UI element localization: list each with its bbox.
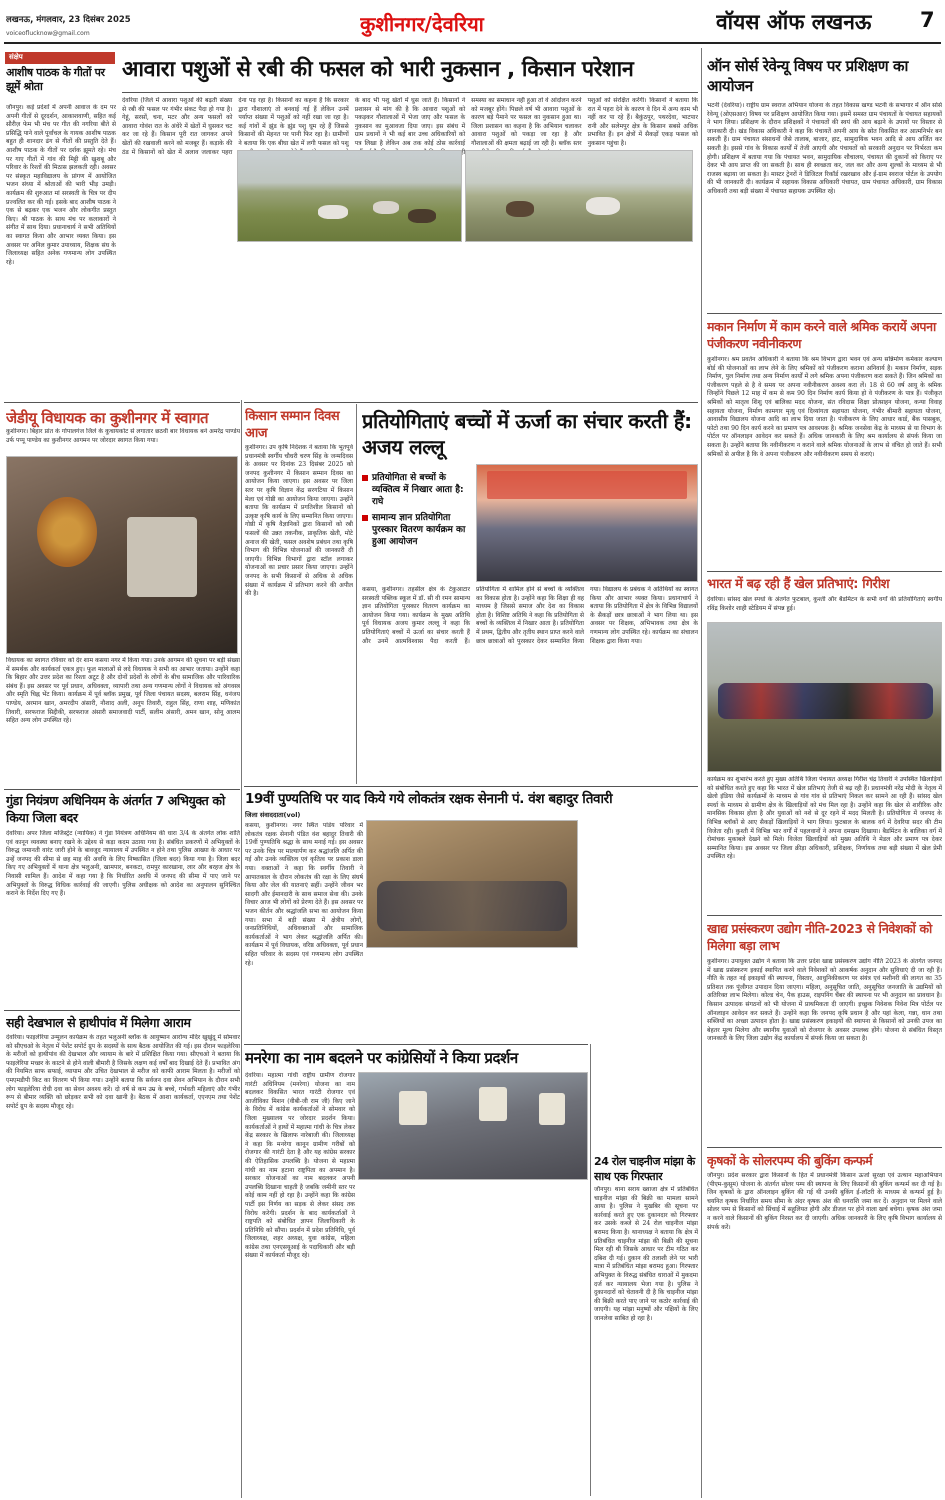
col-divider xyxy=(356,404,357,784)
cow-figure xyxy=(318,205,348,219)
bharat-body: कार्यक्रम का शुभारंभ करते हुए मुख्य अतिथि जिला पंचायत अध्यक्ष गिरीश चंद्र तिवारी ने उपस्थित खिलाड़ियों को संबोधित करते हुए कहा कि भारत में खेल प्रतिभाएं तेजी से बढ़ रही हैं। प्रधानमंत्री नरेंद्र मोदी के नेतृत्व में खेलो इंडिया जैसे कार्यक्रमों के माध्यम से गांव गांव से प्रतिभाएं निकल कर सामने आ रही हैं। सांसद खेल स्पर्धा के माध्यम से ग्रामीण क्षेत्र के खिलाड़ियों को मंच मिल रहा है। उन्होंने कहा कि खेल से शारीरिक और मानसिक विकास होता है और युवाओं को नशे से दूर रहने में मदद मिलती है। प्रतियोगिता में जनपद के विभिन्न ब्लॉकों से आए सैकड़ों खिलाड़ियों ने भाग लिया। फुटबाल के बालक वर्ग में देवरिया सदर की टीम विजेता रही। कुश्ती में विभिन्न भार वर्गों में पहलवानों ने अपना दमखम दिखाया। बैडमिंटन के बालिका वर्ग में रोमांचक मुकाबले देखने को मिले। विजेता खिलाड़ियों को मुख्य अतिथि ने मेडल और प्रमाण पत्र देकर सम्मानित किया। इस अवसर पर जिला क्रीड़ा अधिकारी, प्रशिक्षक, निर्णायक तथा बड़ी संख्या में खेल प्रेमी उपस्थित रहे। xyxy=(707,776,942,861)
manrega-photo-protest xyxy=(358,1072,588,1180)
jdu-lead: कुशीनगर। बिहार प्रांत के गोपालगंज जिले के कुचायकोट से लगातार छठवीं बार विधायक बने अमरेंद्र पाण्डेय उर्फ पप्पू पाण्डेय का कुशीनगर आगमन पर जोरदार स्वागत किया गया। xyxy=(6,428,240,444)
gandhi-portrait xyxy=(479,1087,507,1121)
gunda-body: देवरिया। अपर जिला मजिस्ट्रेट (न्यायिक) ने गुंडा नियंत्रण अधिनियम की धारा 3/4 के अंतर्गत लोक शांति एवं कानून व्यवस्था बनाए रखने के उद्देश्य से कड़ा कदम उठाया गया है। संबंधित प्रकरणों में अभियुक्तों के विरुद्ध जमानती वारंट जारी होने के बावजूद न्यायालय में उपस्थित न होने तथा पुलिस आख्या के आधार पर उन्हें जनपद की सीमा से छह माह की अवधि के लिए निष्कासित (जिला बदर) किया गया है। जिला बदर किए गए अभियुक्तों में थाना क्षेत्र भलुअनी, खामपार, बनकटा, रामपुर कारखाना, लार और बरहज क्षेत्र के निवासी शामिल हैं। आदेश में कहा गया है कि निर्धारित अवधि में जनपद की सीमा में पाए जाने पर अभियुक्तों के विरुद्ध विधिक कार्रवाई की जाएगी। पुलिस अधीक्षक को आदेश का अनुपालन सुनिश्चित कराने के निर्देश दिए गए हैं। xyxy=(6,830,240,898)
header xyxy=(0,0,945,62)
manjha-body: जौनपुर। थाना सराय ख्वाजा क्षेत्र में प्रतिबंधित चाइनीज मांझा की बिक्री का मामला सामने आया है। पुलिस ने मुखबिर की सूचना पर कार्रवाई करते हुए एक दुकानदार को गिरफ्तार कर उसके कब्जे से 24 रोल चाइनीज मांझा बरामद किया है। थानाध्यक्ष ने बताया कि क्षेत्र में प्रतिबंधित चाइनीज मांझा की बिक्री की सूचना मिल रही थी जिसके आधार पर टीम गठित कर दबिश दी गई। दुकान की तलाशी लेने पर भारी मात्रा में प्रतिबंधित मांझा बरामद हुआ। गिरफ्तार अभियुक्त के विरुद्ध संबंधित धाराओं में मुकदमा दर्ज कर न्यायालय भेजा गया है। पुलिस ने दुकानदारों को चेतावनी दी है कि चाइनीज मांझा की बिक्री करते पाए जाने पर कठोर कार्रवाई की जाएगी। यह मांझा मनुष्यों और पक्षियों के लिए जानलेवा साबित हो रहा है। xyxy=(594,1186,698,1322)
makan-body: कुशीनगर। श्रम प्रवर्तन अधिकारी ने बताया कि श्रम विभाग द्वारा भवन एवं अन्य सन्निर्माण कर्मकार कल्याण बोर्ड की योजनाओं का लाभ लेने के लिए श्रमिकों को पंजीकरण कराना अनिवार्य है। मकान निर्माण, सड़क निर्माण, पुल निर्माण तथा अन्य निर्माण कार्यों में लगे श्रमिक अपना पंजीकरण करा सकते हैं। जिन श्रमिकों का पंजीकरण पहले से है वे समय पर अपना नवीनीकरण अवश्य करा लें। 18 से 60 वर्ष आयु के श्रमिक जिन्होंने पिछले 12 माह में कम से कम 90 दिन निर्माण कार्य किया हो वे पंजीकरण के पात्र हैं। पंजीकृत श्रमिकों को मातृत्व शिशु एवं बालिका मदद योजना, संत रविदास शिक्षा प्रोत्साहन योजना, कन्या विवाह सहायता योजना, निर्माण कामगार मृत्यु एवं दिव्यांगता सहायता योजना, गंभीर बीमारी सहायता योजना, आवासीय विद्यालय योजना आदि का लाभ दिया जाता है। पंजीकरण के लिए आधार कार्ड, बैंक पासबुक, फोटो तथा 90 दिन कार्य करने का प्रमाण पत्र आवश्यक है। श्रमिक जनसेवा केंद्र के माध्यम से या विभाग के पोर्टल पर ऑनलाइन आवेदन कर सकते हैं। अधिक जानकारी के लिए श्रम कार्यालय से संपर्क किया जा सकता है। उन्होंने बताया कि नवीनीकरण न कराने वाले श्रमिक योजनाओं के लाभ से वंचित हो जाते हैं। सभी श्रमिकों से अपील है कि वे अपना पंजीकरण और नवीनीकरण समय से कराएं। xyxy=(707,356,942,458)
kisan-body: कुशीनगर। उप कृषि निदेशक ने बताया कि भूतपूर्व प्रधानमंत्री स्वर्गीय चौधरी चरण सिंह के जन्मदिवस के अवसर पर दिनांक 23 दिसंबर 2025 को जनपद कुशीनगर में किसान सम्मान दिवस का आयोजन किया जाएगा। इस अवसर पर जिला स्तर पर कृषि विज्ञान केंद्र सरगटिया में किसान मेला एवं गोष्ठी का आयोजन किया जाएगा। उन्होंने बताया कि कार्यक्रम में प्रगतिशील किसानों को उत्कृष्ट कृषि कार्य के लिए सम्मानित किया जाएगा। गोष्ठी में कृषि वैज्ञानिकों द्वारा किसानों को रबी फसलों की उन्नत तकनीक, प्राकृतिक खेती, मोटे अनाज की खेती, फसल अवशेष प्रबंधन तथा कृषि विभाग की विभिन्न योजनाओं की जानकारी दी जाएगी। विभिन्न विभागों द्वारा स्टॉल लगाकर योजनाओं का प्रचार प्रसार किया जाएगा। उन्होंने जनपद के सभी किसानों से अधिक से अधिक संख्या में कार्यक्रम में प्रतिभाग करने की अपील की है। xyxy=(245,444,353,598)
manrega-rule xyxy=(244,1044,588,1045)
gunda-headline: गुंडा नियंत्रण अधिनियम के अंतर्गत 7 अभियुक्त को किया जिला बदर xyxy=(6,793,225,825)
prati-photo-stage xyxy=(476,464,698,582)
cow-figure xyxy=(586,197,620,215)
kisan-rule xyxy=(244,402,698,403)
bharat-headline: भारत में बढ़ रही हैं खेल प्रतिभाएं: गिरीश xyxy=(707,577,890,592)
lead-photo-cattle-road xyxy=(465,150,693,242)
header-rule xyxy=(4,42,941,44)
prati-headline: प्रतियोगिताएं बच्चों में ऊर्जा का संचार करती हैं: अजय लल्लू xyxy=(362,409,692,459)
prati-bullets xyxy=(362,472,472,552)
sankshep-label: संक्षेप xyxy=(5,52,115,64)
lead-headline: आवारा पशुओं से रबी की फसल को भारी नुकसान , किसान परेशान xyxy=(122,57,634,82)
cow-figure xyxy=(506,201,534,217)
tiwari-body-right xyxy=(582,822,698,1042)
masthead-logo: वॉयस ऑफ लखनऊ xyxy=(716,10,872,34)
header-email: voiceoflucknow@gmail.com xyxy=(6,30,90,37)
solar-body: जौनपुर। प्रदेश सरकार द्वारा किसानों के हित में प्रधानमंत्री किसान ऊर्जा सुरक्षा एवं उत्थान महाअभियान (पीएम-कुसुम) योजना के अंतर्गत सोलर पम्प की स्थापना के लिए किसानों की बुकिंग कन्फर्म कर दी गई है। जिन कृषकों के द्वारा ऑनलाइन बुकिंग की गई थी उनकी बुकिंग ई-लॉटरी के माध्यम से कन्फर्म हुई है। चयनित कृषक निर्धारित समय सीमा के अंदर कृषक अंश की धनराशि जमा कर दें। अनुदान पर मिलने वाले सोलर पम्प से किसानों को सिंचाई में सहूलियत होगी और डीजल पर होने वाला खर्च बचेगा। कृषक अंश जमा न करने वाले किसानों की बुकिंग निरस्त कर दी जाएगी। अधिक जानकारी के लिए कृषि विभाग कार्यालय से संपर्क करें। xyxy=(707,1172,942,1231)
page-number: 7 xyxy=(920,8,935,32)
tiwari-body-cont xyxy=(366,952,578,1042)
khadya-body: कुशीनगर। उपायुक्त उद्योग ने बताया कि उत्तर प्रदेश खाद्य प्रसंस्करण उद्योग नीति 2023 के अंतर्गत जनपद में खाद्य प्रसंस्करण इकाई स्थापित करने वाले निवेशकों को आकर्षक अनुदान और सुविधाएं दी जा रही हैं। नीति के तहत नई इकाइयों की स्थापना, विस्तार, आधुनिकीकरण पर संयंत्र एवं मशीनरी की लागत का 35 प्रतिशत तक पूंजीगत उपादान दिया जाएगा। महिला, अनुसूचित जाति, अनुसूचित जनजाति के उद्यमियों को अतिरिक्त लाभ मिलेगा। कोल्ड चेन, पैक हाउस, राइपनिंग चैंबर की स्थापना पर भी अनुदान का प्रावधान है। किसान उत्पादक संगठनों को भी योजना में प्राथमिकता दी जाएगी। इच्छुक निवेशक निवेश मित्र पोर्टल पर ऑनलाइन आवेदन कर सकते हैं। उन्होंने कहा कि जनपद कृषि प्रधान है और यहां केला, गन्ना, धान तथा सब्जियों का अच्छा उत्पादन होता है। खाद्य प्रसंस्करण इकाइयों की स्थापना से किसानों को उनकी उपज का बेहतर मूल्य मिलेगा और स्थानीय युवाओं को रोजगार के अवसर उपलब्ध होंगे। योजना से संबंधित विस्तृत जानकारी के लिए जिला उद्योग केंद्र कार्यालय में संपर्क किया जा सकता है। xyxy=(707,958,942,1043)
jdu-rule xyxy=(4,402,240,403)
tiwari-photo-ceremony xyxy=(366,820,578,948)
jdu-photo-welcome xyxy=(6,456,238,654)
bharat-rule xyxy=(707,915,942,916)
garland-figure xyxy=(37,497,97,567)
khadya-headline: खाद्य प्रसंस्करण उद्योग नीति-2023 से निवेशकों को मिलेगा बड़ा लाभ xyxy=(707,921,932,953)
prati-body: कसया, कुशीनगर। तहसील क्षेत्र के टेकुआटार सरस्वती पब्लिक स्कूल में डॉ. सी वी रमन सामान्य ज्ञान प्रतियोगिता पुरस्कार वितरण कार्यक्रम का आयोजन किया गया। कार्यक्रम के मुख्य अतिथि पूर्व विधायक अजय कुमार लल्लू ने कहा कि प्रतियोगिताएं बच्चों में ऊर्जा का संचार करती हैं और उनमें आत्मविश्वास पैदा करती हैं। प्रतियोगिता में शामिल होने से बच्चों के व्यक्तित्व का विकास होता है। उन्होंने कहा कि शिक्षा ही वह माध्यम है जिससे समाज और देश का विकास होता है। विशिष्ट अतिथि ने कहा कि प्रतियोगिता से बच्चों के व्यक्तित्व में निखार आता है। प्रतियोगिता में प्रथम, द्वितीय और तृतीय स्थान प्राप्त करने वाले छात्र छात्राओं को पुरस्कार देकर सम्मानित किया गया। विद्यालय के प्रबंधक ने अतिथियों का स्वागत किया और आभार व्यक्त किया। प्रधानाचार्य ने बताया कि प्रतियोगिता में क्षेत्र के विभिन्न विद्यालयों के सैकड़ों छात्र छात्राओं ने भाग लिया था। इस अवसर पर शिक्षक, अभिभावक तथा क्षेत्र के गणमान्य लोग उपस्थित रहे। कार्यक्रम का संचालन शिक्षक द्वारा किया गया। xyxy=(362,586,698,645)
makan-rule xyxy=(707,571,942,572)
sahi-body: देवरिया। फाइलेरिया उन्मूलन कार्यक्रम के तहत भलुअनी ब्लॉक के आयुष्मान आरोग्य मंदिर खुखुंदू में सोमवार को सीएचओ के नेतृत्व में पेशेंट सपोर्ट ग्रुप के सदस्यों के साथ बैठक आयोजित की गई। इस दौरान फाइलेरिया के मरीजों को हाथीपांव की देखभाल और व्यायाम के बारे में प्रशिक्षित किया गया। सीएचओ ने बताया कि फाइलेरिया मच्छर के काटने से होने वाली बीमारी है जिसके लक्षण कई वर्षों बाद दिखाई देते हैं। प्रभावित अंग की नियमित साफ सफाई, व्यायाम और उचित देखभाल से मरीज को काफी आराम मिलता है। मरीजों को एमएमडीपी किट का वितरण भी किया गया। उन्होंने बताया कि सर्वजन दवा सेवन अभियान के दौरान सभी लोग फाइलेरिया रोधी दवा का सेवन अवश्य करें। दो वर्ष से कम उम्र के बच्चे, गर्भवती महिलाएं और गंभीर रूप से बीमार व्यक्ति को छोड़कर सभी को दवा खानी है। बैठक में आशा कार्यकर्ता, एएनएम तथा पेशेंट सपोर्ट ग्रुप के सदस्य मौजूद रहे। xyxy=(6,1034,240,1110)
header-date: लखनऊ, मंगलवार, 23 दिसंबर 2025 xyxy=(6,15,131,25)
bharat-photo-players xyxy=(707,622,942,772)
col-divider xyxy=(241,400,242,1498)
banner xyxy=(487,471,687,499)
manjha-headline: 24 रोल चाइनीज मांझा के साथ एक गिरफ्तार xyxy=(594,1155,695,1183)
ons-headline: ऑन सोर्स रेवेन्यू विषय पर प्रशिक्षण का आयोजन xyxy=(707,57,909,95)
jdu-headline: जेडीयू विधायक का कुशीनगर में स्वागत xyxy=(6,409,209,427)
ons-rule xyxy=(707,313,942,314)
kisan-headline: किसान सम्मान दिवस आज xyxy=(245,409,340,441)
ons-body: भटनी (देवरिया)। राष्ट्रीय ग्राम स्वराज अभियान योजना के तहत विकास खण्ड भटनी के सभागार में ऑन सोर्स रेवेन्यू (ओएसआर) विषय पर प्रशिक्षण आयोजित किया गया। इसमें समस्त ग्राम पंचायतों के पंचायत सहायकों ने भाग लिया। प्रशिक्षण के दौरान प्रशिक्षकों ने पंचायतों की स्वयं की आय बढ़ाने के उपायों पर विस्तार से जानकारी दी। खंड विकास अधिकारी ने कहा कि पंचायतें अपनी आय के स्रोत विकसित कर आत्मनिर्भर बन सकती हैं। ग्राम पंचायत संसाधनों जैसे तालाब, बाजार, हाट, सामुदायिक भवन आदि से आय अर्जित कर सकती है। इससे गांव के विकास कार्यों में तेजी आएगी और पंचायतों को सरकारी अनुदान पर निर्भरता कम होगी। प्रशिक्षण में बताया गया कि पंचायत भवन, सामुदायिक शौचालय, पंचायत की दुकानों को किराए पर देकर भी आय प्राप्त की जा सकती है। साथ ही स्वच्छता कर, जल कर और अन्य शुल्कों के माध्यम से भी राजस्व बढ़ाया जा सकता है। मास्टर ट्रेनरों ने डिजिटल रिकॉर्ड रखरखाव और ई-ग्राम स्वराज पोर्टल के उपयोग की भी जानकारी दी। कार्यक्रम में सहायक विकास अधिकारी पंचायत, ग्राम पंचायत अधिकारी, ग्राम विकास अधिकारी तथा बड़ी संख्या में पंचायत सहायक उपस्थित रहे। xyxy=(707,102,942,195)
makan-headline: मकान निर्माण में काम करने वाले श्रमिक करायें अपना पंजीकरण नवीनीकरण xyxy=(707,319,936,351)
khadya-rule xyxy=(707,1147,942,1148)
solar-headline: कृषकों के सोलरपम्प की बुकिंग कन्फर्म xyxy=(707,1153,873,1168)
manrega-headline: मनरेगा का नाम बदलने पर कांग्रेसियों ने किया प्रदर्शन xyxy=(245,1049,518,1067)
team-group xyxy=(718,683,933,719)
manjha-top-text xyxy=(594,1048,698,1150)
gandhi-portrait xyxy=(539,1093,565,1125)
sankshep-body: जौनपुर। कई प्रदेशों में अपनी आवाज के दम पर अपनी गीतों से दूरदर्शन, आकाशवाणी, सहित कई सौरीज़ फेम भी मंच पर गीत की नगरिया बीते से प्रसिद्धि पाने वाले पूर्वांचल के गायक आशीष पाठक बहुत ही शानदार ढंग से गीतों की प्रस्तुति देते हैं। आशीष पाठक के गीतों पर दर्शक झूमते रहे। मंच पर गाए गीतों में गांव की मिट्टी की खुशबू और परिवार के रिश्तों की मिठास झलकती रही। अवसर पर संस्कृत महाविद्यालय के प्रांगण में आयोजित भजन संध्या में श्रोताओं की भारी भीड़ उमड़ी। कार्यक्रम की शुरुआत मां सरस्वती के चित्र पर दीप प्रज्वलित कर की गई। इसके बाद आशीष पाठक ने एक से बढ़कर एक भजन और लोकगीत प्रस्तुत किए। श्री पाठक के साथ मंच पर कलाकारों ने संगीत में साथ दिया। प्रधानाचार्य ने सभी अतिथियों का स्वागत किया और आभार व्यक्त किया। इस अवसर पर अनिल कुमार उपाध्याय, शिक्षक संघ के जिलाध्यक्ष सहित अनेक गणमान्य लोग उपस्थित रहे। xyxy=(6,104,116,266)
tiwari-headline: 19वीं पुण्यतिथि पर याद किये गये लोकतंत्र रक्षक सेनानी पं. वंश बहादुर तिवारी xyxy=(245,791,613,807)
prati-bullet-1: प्रतियोगिता से बच्चों के व्यक्तित्व में निखार आता है: राघे xyxy=(362,472,472,508)
lead-rule xyxy=(122,92,698,93)
col-divider xyxy=(701,48,702,1498)
lead-photo-cattle-field xyxy=(237,150,462,242)
cow-figure xyxy=(408,209,436,223)
gandhi-portrait xyxy=(399,1091,427,1125)
sahi-rule xyxy=(4,1010,240,1011)
seated-crowd xyxy=(377,881,567,931)
poster xyxy=(127,517,197,597)
tiwari-body: कसया, कुशीनगर। नगर स्थित पांडेय परिवार में लोकतंत्र रक्षक सेनानी पंडित वंश बहादुर तिवारी की 19वीं पुण्यतिथि श्रद्धा के साथ मनाई गई। इस अवसर पर उनके चित्र पर माल्यार्पण कर श्रद्धांजलि अर्पित की गई और उनके व्यक्तित्व एवं कृतित्व पर प्रकाश डाला गया। वक्ताओं ने कहा कि स्वर्गीय तिवारी ने आपातकाल के दौरान लोकतंत्र की रक्षा के लिए संघर्ष किया और जेल की यातनाएं सहीं। उन्होंने जीवन भर सादगी और ईमानदारी के साथ समाज सेवा की। उनके विचार आज भी लोगों को प्रेरणा देते हैं। इस अवसर पर भजन कीर्तन और श्रद्धांजलि सभा का आयोजन किया गया। सभा में बड़ी संख्या में क्षेत्रीय लोगों, जनप्रतिनिधियों, अधिवक्ताओं और सामाजिक कार्यकर्ताओं ने भाग लेकर श्रद्धांजलि अर्पित की। कार्यक्रम में पूर्व विधायक, वरिष्ठ अधिवक्ता, पूर्व प्रधान सहित परिवार के सदस्य एवं गणमान्य लोग उपस्थित रहे। xyxy=(245,822,363,967)
sahi-headline: सही देखभाल से हाथीपांव में मिलेगा आराम xyxy=(6,1015,191,1030)
cow-figure xyxy=(373,201,399,214)
prati-bullet-2: सामान्य ज्ञान प्रतियोगिता पुरस्कार वितरण कार्यक्रम का हुआ आयोजन xyxy=(362,512,472,548)
lead-body: देवरिया (जिले में आवारा पशुओं की बढ़ती संख्या से रबी की फसल पर गंभीर संकट पैदा हो गया है। गेहूं, सरसों, चना, मटर और अन्य फसलों को आवारा गोवंश रात के अंधेरे में खेतों में घुसकर चट कर जा रहे हैं। किसान पूरी रात जागकर अपने खेतों की रखवाली करने को मजबूर हैं। कड़ाके की ठंड में किसानों को खेत में अलाव जलाकर पहरा देना पड़ रहा है। किसानों का कहना है कि सरकार द्वारा गौशालाएं तो बनवाई गई हैं लेकिन उनमें पर्याप्त संख्या में पशुओं को नहीं रखा जा रहा है। कई गांवों में झुंड के झुंड पशु घूम रहे हैं जिससे किसानों की मेहनत पर पानी फिर रहा है। ग्रामीणों ने बताया कि एक बीघा खेत में लगी फसल को पशु के बाद भी पशु खेतों में घुस जाते हैं। किसानों ने प्रशासन से मांग की है कि आवारा पशुओं को पकड़कर गौशालाओं में भेजा जाए और फसल के नुकसान का मुआवजा दिया जाए। इस संबंध में ग्राम प्रधानों ने भी कई बार उच्च अधिकारियों को पत्र लिखा है लेकिन अब तक कोई ठोस कार्रवाई ही समस्या का समाधान नहीं हुआ तो वे आंदोलन करने को मजबूर होंगे। पिछले वर्ष भी आवारा पशुओं के कारण बड़े पैमाने पर फसल का नुकसान हुआ था। जिला प्रशासन का कहना है कि अभियान चलाकर आवारा पशुओं को पकड़ा जा रहा है और गौशालाओं की क्षमता बढ़ाई जा रही है। ब्लॉक स्तर पशुओं को संरक्षित करेंगी। किसानों ने बताया कि रात में पहरा देने के कारण वे दिन में अन्य काम भी नहीं कर पा रहे हैं। बैकुंठपुर, पथरदेवा, भाटपार रानी और सलेमपुर क्षेत्र के किसान सबसे अधिक प्रभावित हैं। इन क्षेत्रों में सैकड़ों एकड़ फसल को नुकसान पहुंचा है। xyxy=(122,97,698,156)
col-divider xyxy=(590,1044,591,1496)
manrega-body: देवरिया। महात्मा गांधी राष्ट्रीय ग्रामीण रोजगार गारंटी अधिनियम (मनरेगा) योजना का नाम बदलकर विकसित भारत गारंटी रोजगार एवं आजीविका मिशन (वीबी-जी राम जी) किए जाने के विरोध में कांग्रेस कार्यकर्ताओं ने सोमवार को जिला मुख्यालय पर जोरदार प्रदर्शन किया। कार्यकर्ताओं ने हाथों में महात्मा गांधी के चित्र लेकर केंद्र सरकार के खिलाफ नारेबाजी की। जिलाध्यक्ष ने कहा कि मनरेगा कानून ग्रामीण गरीबों को रोजगार की गारंटी देता है और यह कांग्रेस सरकार की ऐतिहासिक उपलब्धि है। योजना से महात्मा गांधी का नाम हटाना राष्ट्रपिता का अपमान है। सरकार योजनाओं का नाम बदलकर अपनी उपलब्धि दिखाना चाहती है जबकि जमीनी स्तर पर कोई काम नहीं हो रहा है। उन्होंने कहा कि कांग्रेस पार्टी इस निर्णय का सड़क से लेकर संसद तक विरोध करेगी। प्रदर्शन के बाद कार्यकर्ताओं ने राष्ट्रपति को संबोधित ज्ञापन जिलाधिकारी के प्रतिनिधि को सौंपा। प्रदर्शन में प्रदेश प्रतिनिधि, पूर्व जिलाध्यक्ष, शहर अध्यक्ष, युवा कांग्रेस, महिला कांग्रेस तथा एनएसयूआई के पदाधिकारी और बड़ी संख्या में कार्यकर्ता मौजूद रहे। xyxy=(245,1072,355,1260)
sankshep-headline: आशीष पाठक के गीतों पर झूमें श्रोता xyxy=(6,66,105,93)
manrega-body-cont xyxy=(358,1184,588,1496)
bharat-lead: देवरिया। सांसद खेल स्पर्धा के अंतर्गत फुटबाल, कुश्ती और बैडमिंटन के सभी वर्गों की प्रतियोगिताएं स्वर्गीय रविंद्र किशोर शाही स्टेडियम में संपन्न हुई। xyxy=(707,596,942,612)
gunda-rule xyxy=(4,789,240,790)
header-section: कुशीनगर/देवरिया xyxy=(360,12,484,36)
tiwari-rule xyxy=(244,786,698,787)
jdu-body: विधायक का स्वागत रविवार को देर शाम कसया नगर में किया गया। उनके आगमन की सूचना पर बड़ी संख्या में समर्थक और कार्यकर्ता एकत्र हुए। फूल मालाओं से लदे विधायक ने सभी का आभार जताया। उन्होंने कहा कि बिहार और उत्तर प्रदेश का रिश्ता अटूट है और दोनों प्रदेशों के लोगों के बीच सामाजिक और पारिवारिक संबंध हैं। इस अवसर पर पूर्व प्रधान, अधिवक्ता, व्यापारी तथा अन्य गणमान्य लोगों ने विधायक को अंगवस्त्र और स्मृति चिह्न भेंट किया। कार्यक्रम में पूर्व ब्लॉक प्रमुख, पूर्व जिला पंचायत सदस्य, बलराम सिंह, धनंजय पाण्डेय, अरमान खान, अमरदीप अंसारी, नौशाद अली, अनूप तिवारी, राहुल सिंह, राणा शाह, मणिकांत तिवारी, सरफराज सिद्दीकी, सरफराज अंसारी समाजवादी पार्टी, सलीम अंसारी, अमन खान, सोनू आलम सहित अन्य लोग उपस्थित रहे। xyxy=(6,657,240,725)
tiwari-subtag: जिला संवाददाता(vol) xyxy=(245,811,301,819)
